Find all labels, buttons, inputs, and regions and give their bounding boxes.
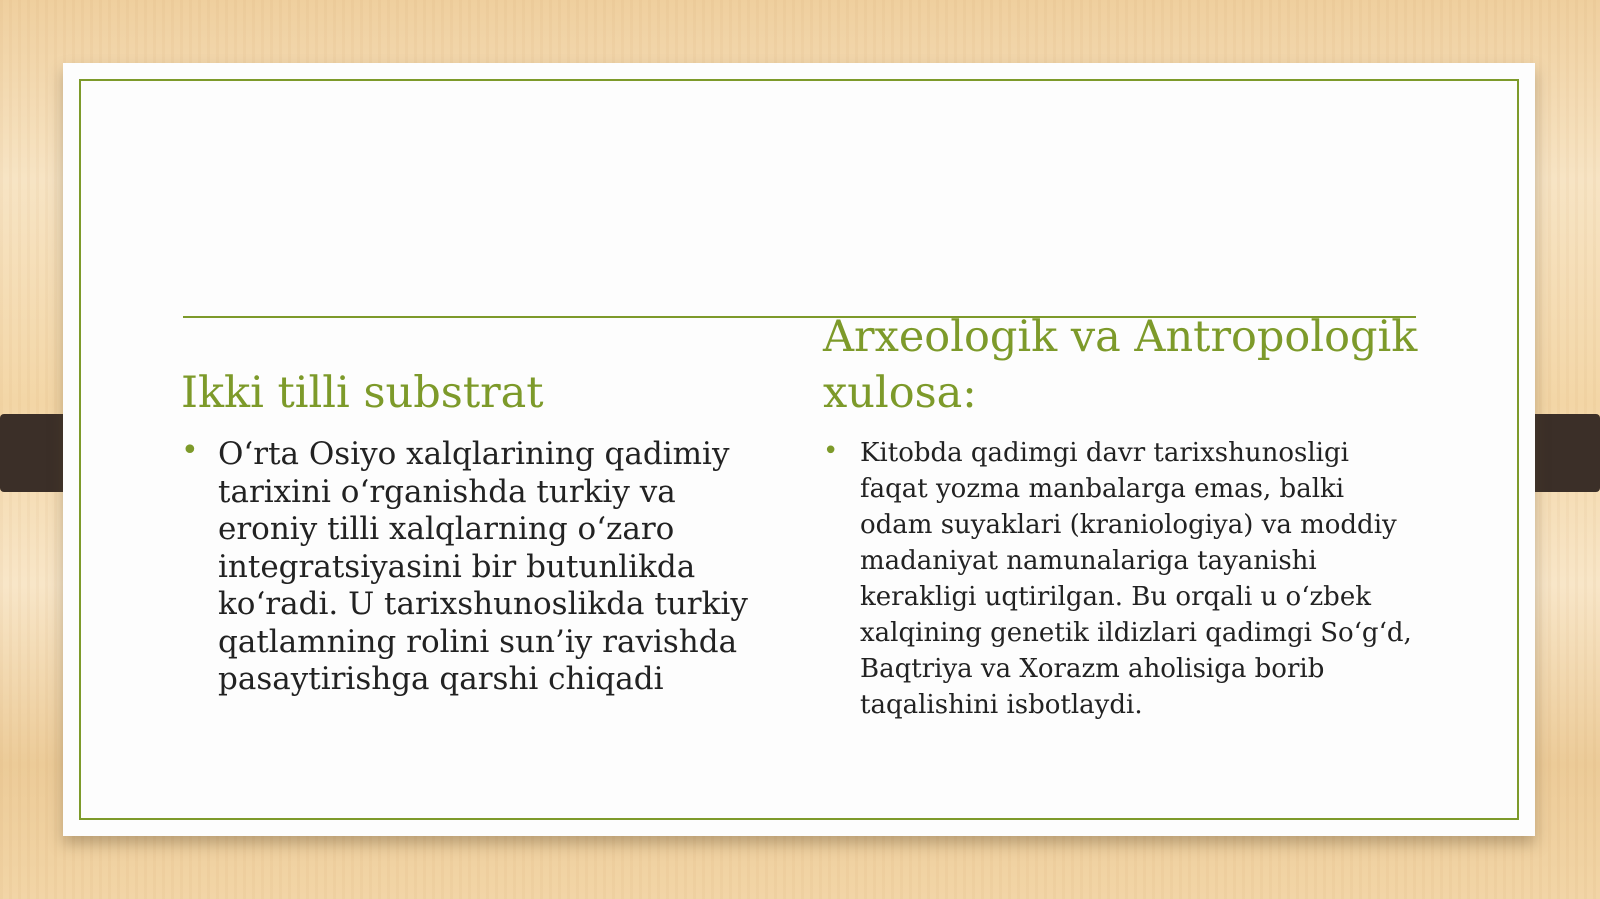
left-bullet-item (181, 433, 778, 699)
left-bullet-list (181, 433, 778, 699)
bullet-icon: • (823, 436, 839, 466)
left-bullet-text: O‘rta Osiyo xalqlarining qadimiy tarixini o‘rganishda turkiy va eroniy tilli xalqlarning o‘zaro integratsiyasini bir butunlikda ko‘radi. U tarixshunoslikda turkiy qatlamning rolini sun’iy ravishda pasaytirishga qarshi chiqadi (218, 436, 748, 697)
right-column-title: Arxeologik va Antropologik xulosa: (823, 312, 1418, 418)
right-bullet-text: Kitobda qadimgi davr tarixshunosligi faqat yozma manbalarga emas, balki odam suyaklari (kraniologiya) va moddiy madaniyat namunalariga tayanishi kerakligi uqtirilgan. Bu orqali u o‘zbek xalqining genetik ildizlari qadimgi So‘g‘d, Baqtriya va Xorazm aholisiga borib taqalishini isbotlaydi. (860, 438, 1412, 720)
slide (63, 63, 1535, 836)
right-bullet-item (823, 435, 1420, 723)
left-column-title: Ikki tilli substrat (181, 368, 544, 418)
right-bullet-list (823, 435, 1420, 723)
bullet-icon: • (181, 433, 199, 468)
